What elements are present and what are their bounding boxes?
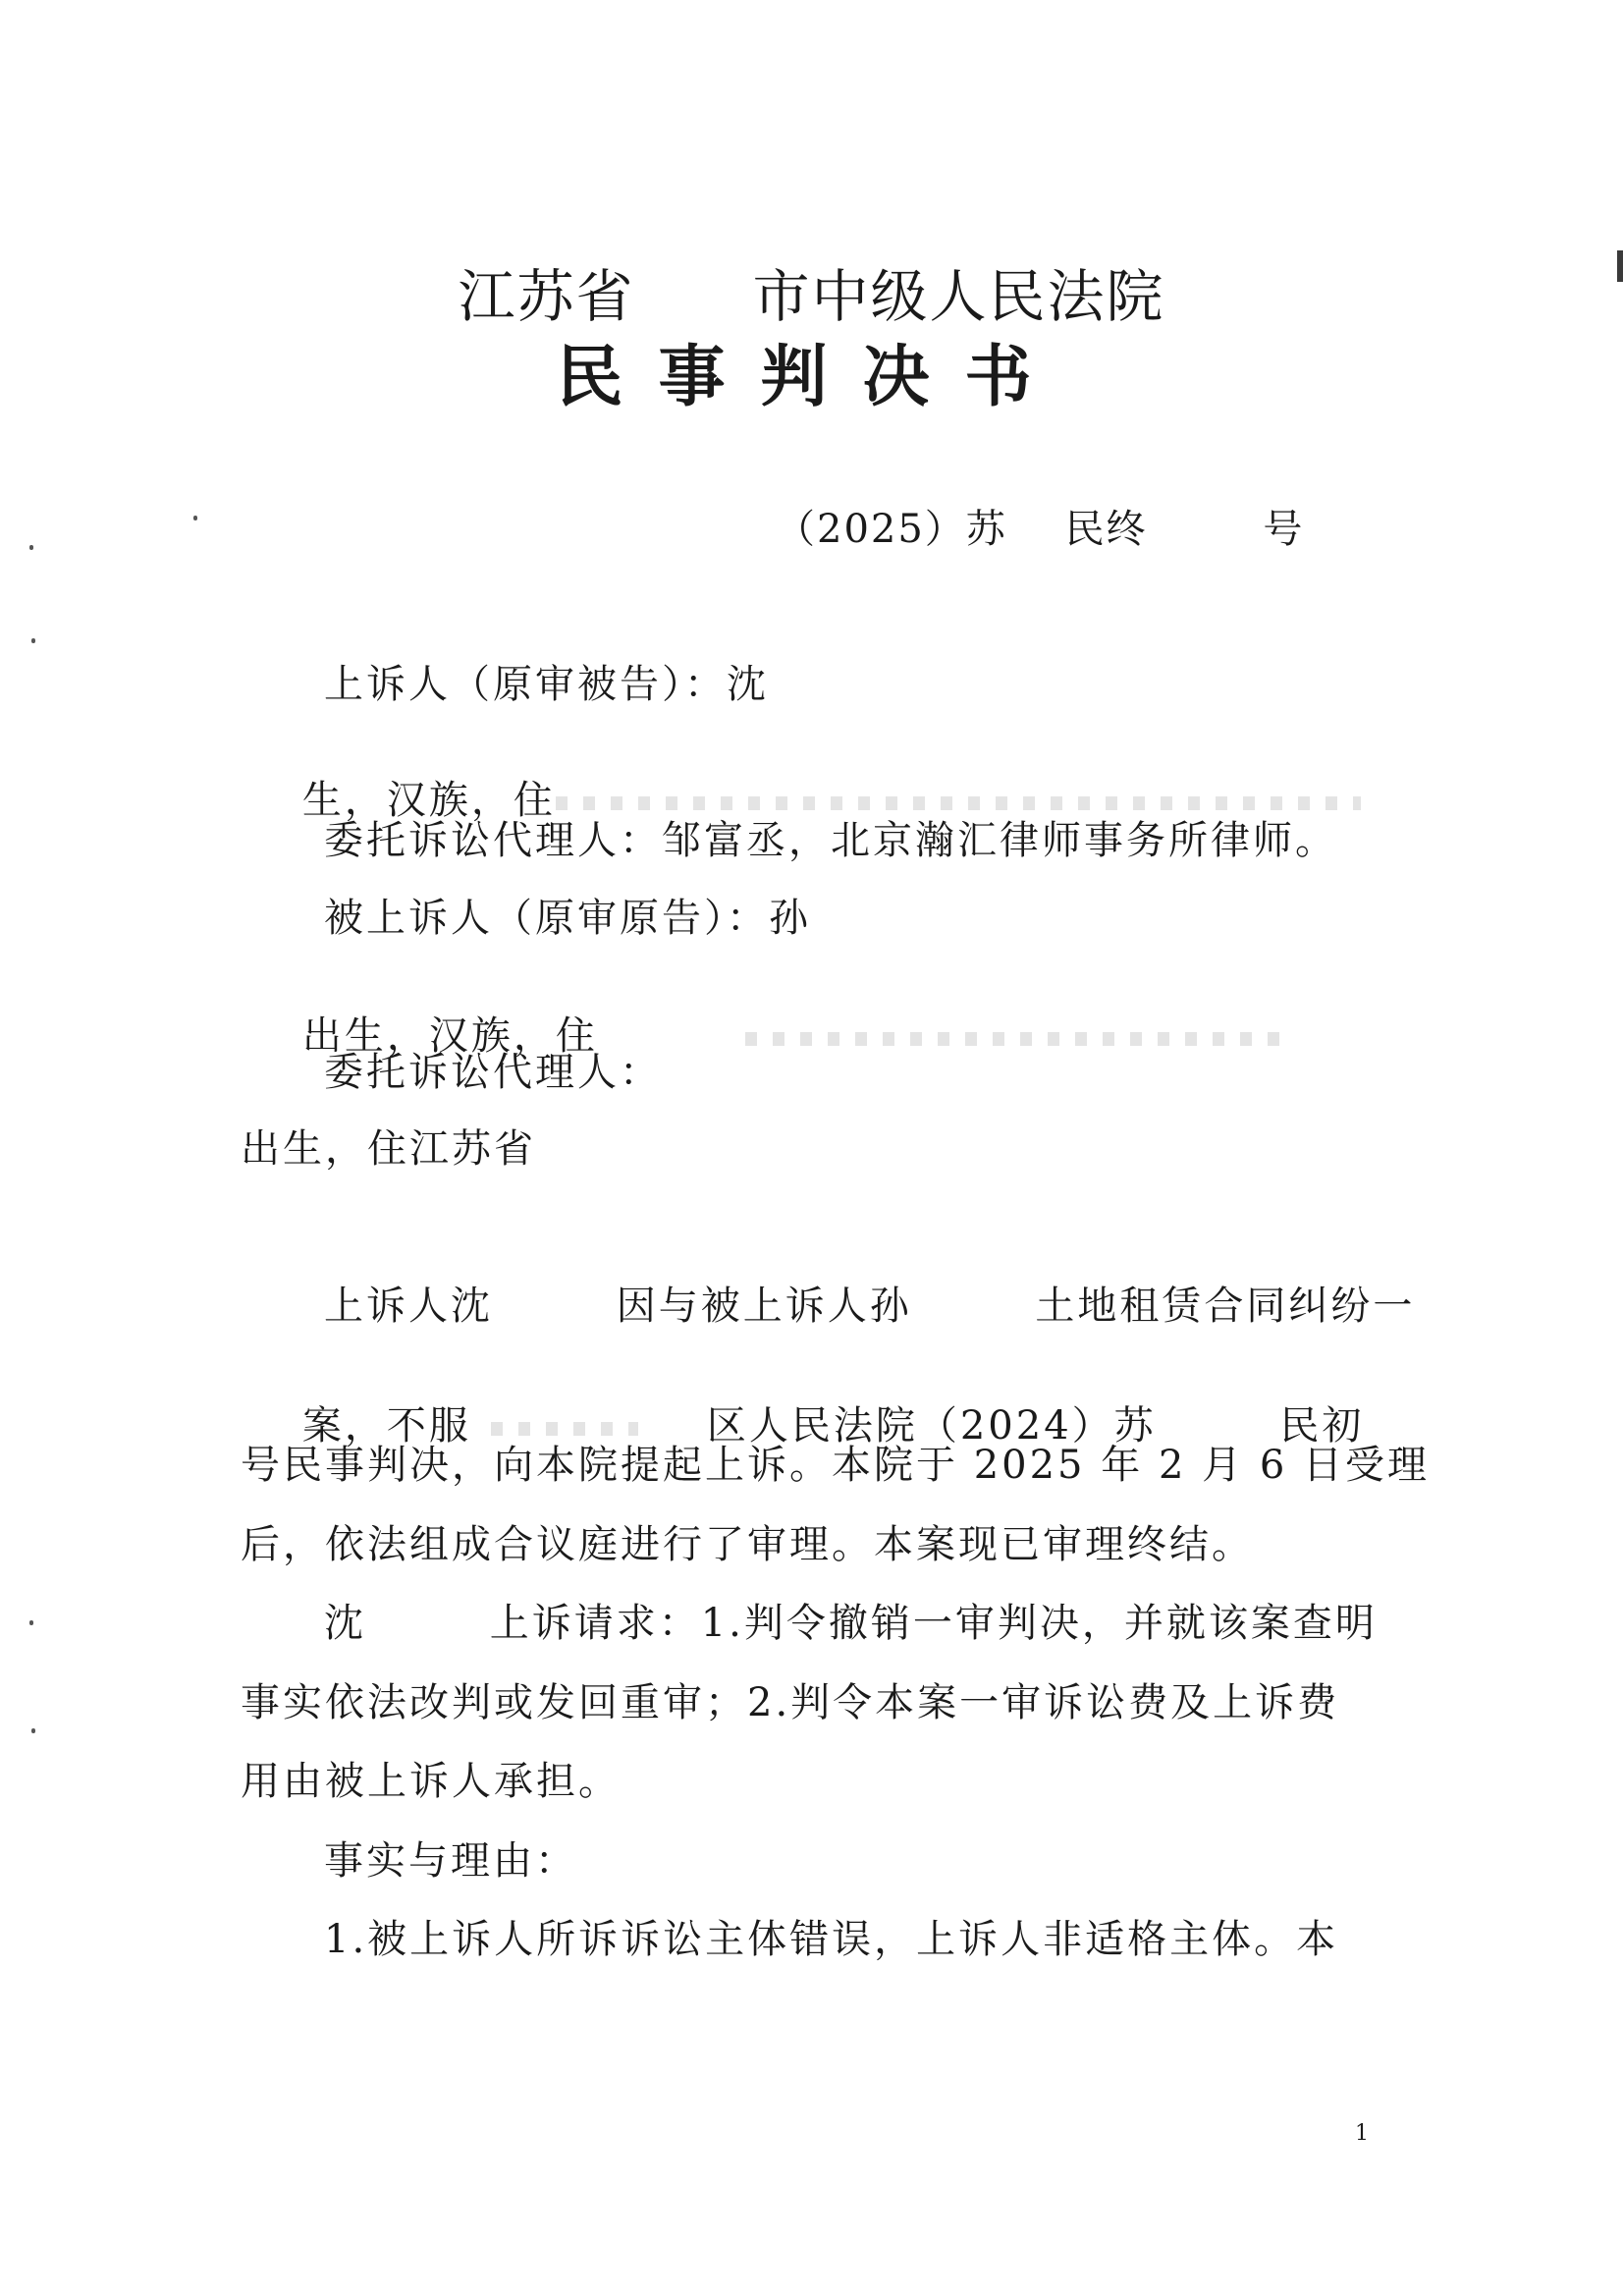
body-p1-l2-end: 区人民法院（2024）苏 民初 [706,1403,1365,1449]
document-title: 民事判决书 [556,338,1067,416]
scan-speck [31,638,35,643]
body-p1-l2-start: 案，不服 [301,1403,471,1449]
redaction-mark [745,1032,1295,1046]
facts-line-1: 1.被上诉人所诉诉讼主体错误，上诉人非适格主体。本 [324,1917,1339,1962]
appellee-label: 被上诉人（原审原告）：孙 [324,896,811,941]
appellee-agent: 委托诉讼代理人： [324,1050,662,1095]
body-paragraph-1-line-1: 上诉人沈 因与被上诉人孙 土地租赁合同纠纷一 [324,1284,1416,1329]
case-number: （2025）苏 民终 号 [776,507,1305,552]
body-paragraph-2-line-2: 事实依法改判或发回重审；2.判令本案一审诉讼费及上诉费 [241,1680,1340,1725]
body-paragraph-2-line-1: 沈 上诉请求：1.判令撤销一审判决，并就该案查明 [324,1601,1378,1646]
facts-heading: 事实与理由： [324,1838,577,1884]
page-number: 1 [1355,2121,1369,2146]
appellant-agent: 委托诉讼代理人：邹富丞，北京瀚汇律师事务所律师。 [324,818,1337,863]
body-paragraph-1-line-4: 后，依法组成合议庭进行了审理。本案现已审理终结。 [241,1522,1254,1567]
scan-speck [193,516,197,520]
appellee-detail: 出生，汉族，住 [301,1013,598,1059]
court-title-suffix: 市中级人民法院 [752,263,1165,330]
body-paragraph-2-line-3: 用由被上诉人承担。 [241,1759,621,1804]
appellant-detail: 生，汉族，住 [301,778,556,823]
appellant-label: 上诉人（原审被告）：沈 [324,662,769,707]
court-title-prefix: 江苏省 [458,263,635,330]
court-title [0,250,1623,333]
scan-speck [31,1728,35,1733]
redaction-mark [556,796,1361,810]
scan-speck [29,545,33,550]
scan-speck [29,1620,33,1625]
appellee-agent-detail: 出生，住江苏省 [241,1126,536,1172]
body-paragraph-1-line-3: 号民事判决，向本院提起上诉。本院于 2025 年 2 月 6 日受理 [241,1443,1430,1488]
redaction-mark [491,1422,638,1436]
